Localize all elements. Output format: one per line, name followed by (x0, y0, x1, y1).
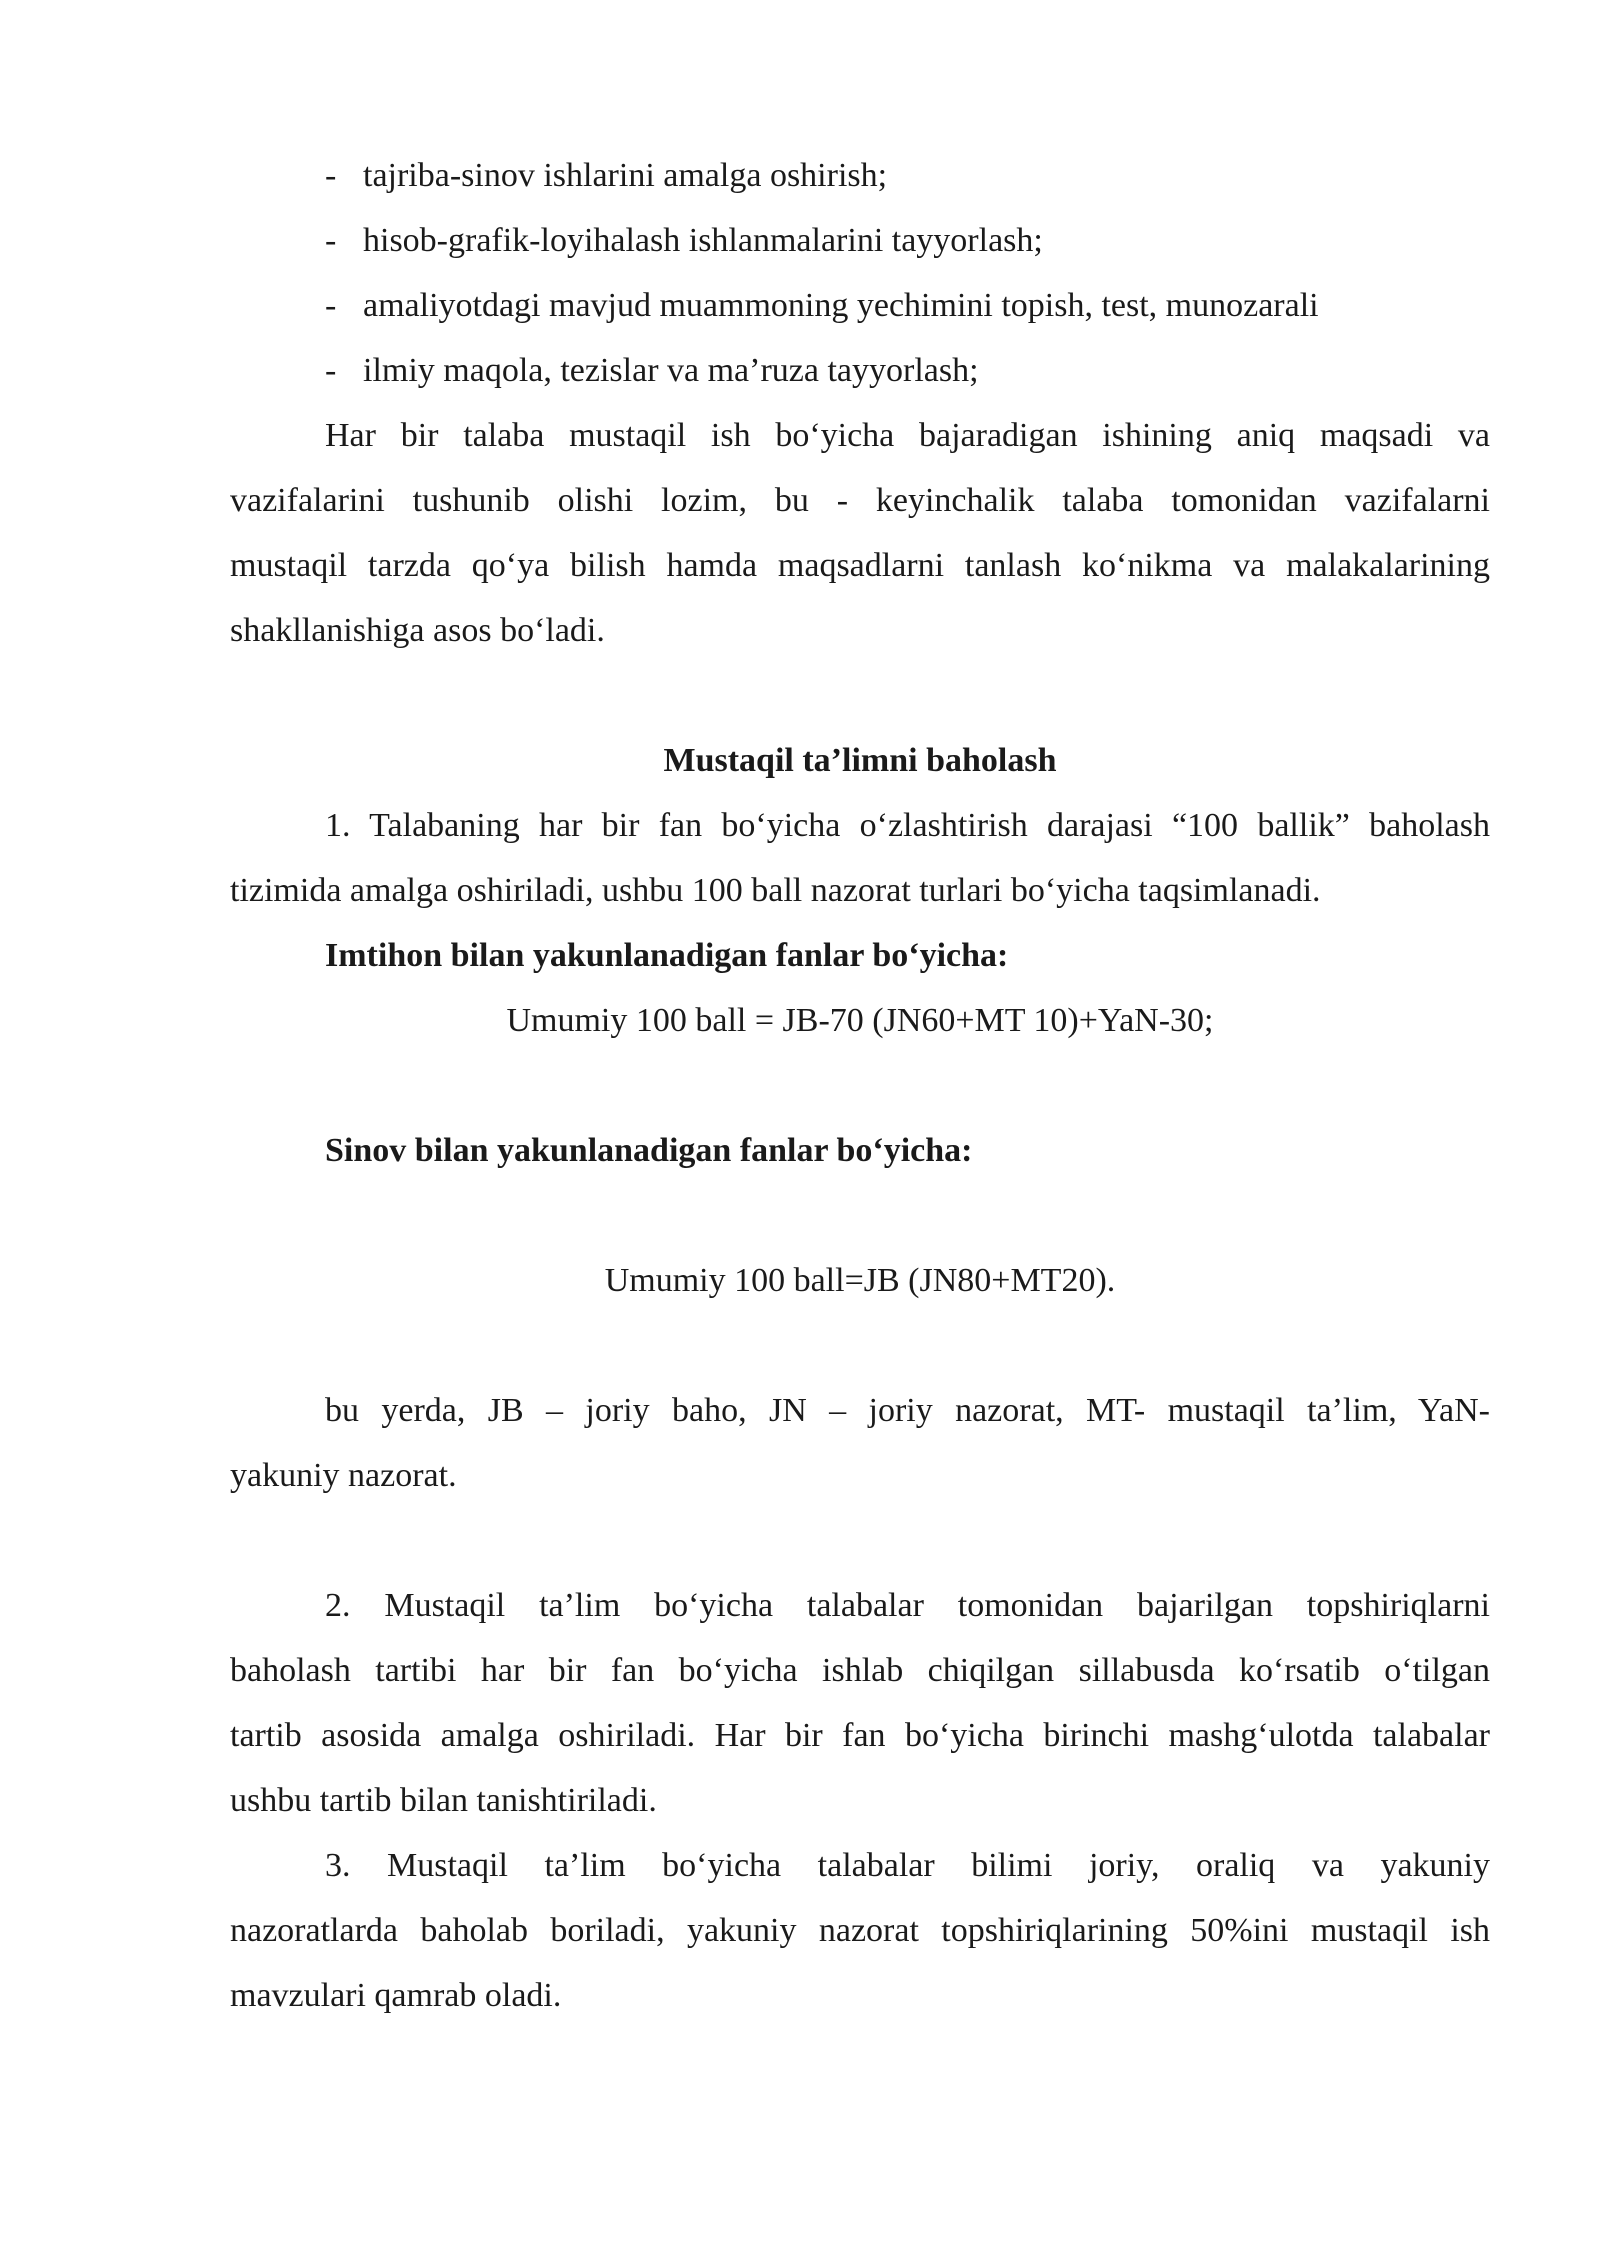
legend-line: yakuniy nazorat. (230, 1457, 457, 1494)
paragraph-line: mavzulari qamrab oladi. (230, 1977, 562, 2014)
bullet-text: ilmiy maqola, tezislar va ma’ruza tayyorlash; (363, 352, 979, 389)
paragraph-line: nazoratlarda baholab boriladi, yakuniy nazorat topshiriqlarining 50%ini mustaqil ish (230, 1912, 1490, 1949)
paragraph-line: ushbu tartib bilan tanishtiriladi. (230, 1782, 657, 1819)
legend-line: bu yerda, JB – joriy baho, JN – joriy nazorat, MT- mustaqil ta’lim, YaN- (325, 1392, 1490, 1429)
section-title: Mustaqil ta’limni baholash (663, 742, 1057, 779)
bullet-item (230, 156, 1490, 196)
bullet-item (230, 351, 1490, 391)
bullet-text: hisob-grafik-loyihalash ishlanmalarini tayyorlash; (363, 222, 1043, 259)
paragraph-line: mustaqil tarzda qo‘ya bilish hamda maqsadlarni tanlash ko‘nikma va malakalarining (230, 547, 1490, 584)
exam-heading: Imtihon bilan yakunlanadigan fanlar bo‘yicha: (325, 937, 1009, 974)
bullet-text: amaliyotdagi mavjud muammoning yechimini topish, test, munozarali (363, 287, 1319, 324)
paragraph-line: 3. Mustaqil ta’lim bo‘yicha talabalar bilimi joriy, oraliq va yakuniy (325, 1847, 1490, 1884)
bullet-text: tajriba-sinov ishlarini amalga oshirish; (363, 157, 888, 194)
test-heading: Sinov bilan yakunlanadigan fanlar bo‘yicha: (325, 1132, 973, 1169)
test-formula: Umumiy 100 ball=JB (JN80+MT20). (604, 1262, 1116, 1299)
exam-formula: Umumiy 100 ball = JB-70 (JN60+MT 10)+YaN-30; (506, 1002, 1214, 1039)
paragraph-line: baholash tartibi har bir fan bo‘yicha ishlab chiqilgan sillabusda ko‘rsatib o‘tilgan (230, 1652, 1490, 1689)
bullet-item (230, 286, 1490, 326)
paragraph-line: 1. Talabaning har bir fan bo‘yicha o‘zlashtirish darajasi “100 ballik” baholash (325, 807, 1490, 844)
paragraph-line: Har bir talaba mustaqil ish bo‘yicha bajaradigan ishining aniq maqsadi va (325, 417, 1490, 454)
paragraph-line: shakllanishiga asos bo‘ladi. (230, 612, 605, 649)
paragraph-line: tartib asosida amalga oshiriladi. Har bir fan bo‘yicha birinchi mashg‘ulotda talabalar (230, 1717, 1490, 1754)
paragraph-line: tizimida amalga oshiriladi, ushbu 100 ball nazorat turlari bo‘yicha taqsimlanadi. (230, 872, 1321, 909)
bullet-dash: - (325, 157, 337, 194)
paragraph-line: 2. Mustaqil ta’lim bo‘yicha talabalar tomonidan bajarilgan topshiriqlarni (325, 1587, 1490, 1624)
paragraph-line: vazifalarini tushunib olishi lozim, bu - keyinchalik talaba tomonidan vazifalarni (230, 482, 1490, 519)
bullet-dash: - (325, 287, 337, 324)
bullet-item (230, 221, 1490, 261)
bullet-dash: - (325, 352, 337, 389)
bullet-dash: - (325, 222, 337, 259)
